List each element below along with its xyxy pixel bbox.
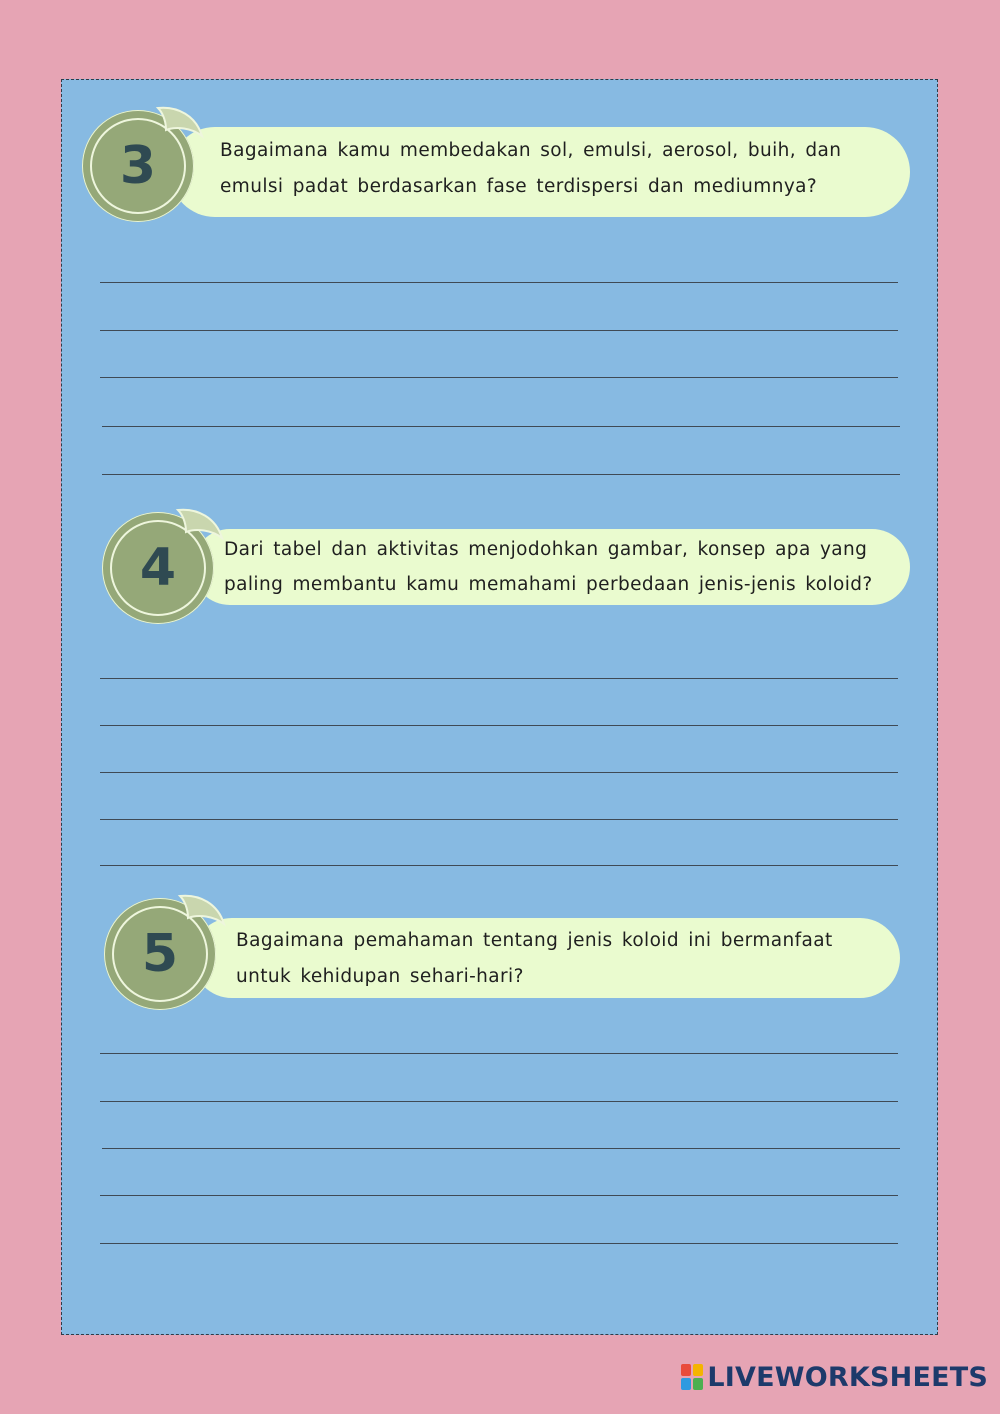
question-line-2: emulsi padat berdasarkan fase terdispersi dan mediumnya? xyxy=(220,176,818,197)
question-number: 4 xyxy=(139,538,177,598)
liveworksheets-logo-icon xyxy=(681,1364,703,1390)
liveworksheets-brand[interactable] xyxy=(681,1360,988,1394)
answer-line-4[interactable] xyxy=(102,426,900,427)
answer-line-3[interactable] xyxy=(100,772,898,773)
question-line-2: untuk kehidupan sehari-hari? xyxy=(236,966,524,987)
answer-line-2[interactable] xyxy=(100,725,898,726)
question-text xyxy=(224,532,914,602)
question-text xyxy=(236,923,896,995)
page-curl-icon xyxy=(152,106,204,150)
answer-line-5[interactable] xyxy=(102,474,900,475)
question-number-badge xyxy=(104,898,216,1010)
question-number-badge xyxy=(102,512,214,624)
answer-line-3[interactable] xyxy=(102,1148,900,1149)
question-line-2: paling membantu kamu memahami perbedaan jenis-jenis koloid? xyxy=(224,574,873,595)
answer-line-2[interactable] xyxy=(100,330,898,331)
brand-wordmark: LIVEWORKSHEETS xyxy=(707,1361,988,1393)
question-number-badge xyxy=(82,110,194,222)
question-line-1: Bagaimana pemahaman tentang jenis koloid ini bermanfaat xyxy=(236,930,833,951)
answer-line-1[interactable] xyxy=(100,678,898,679)
answer-line-5[interactable] xyxy=(100,1243,898,1244)
page-curl-icon xyxy=(174,894,226,938)
answer-line-3[interactable] xyxy=(100,377,898,378)
worksheet-sheet xyxy=(61,79,938,1335)
question-number: 5 xyxy=(141,924,179,984)
answer-line-4[interactable] xyxy=(100,1195,898,1196)
answer-line-4[interactable] xyxy=(100,819,898,820)
question-line-1: Dari tabel dan aktivitas menjodohkan gambar, konsep apa yang xyxy=(224,539,868,560)
page-curl-icon xyxy=(172,508,224,552)
answer-line-5[interactable] xyxy=(100,865,898,866)
question-number: 3 xyxy=(119,136,157,196)
answer-line-2[interactable] xyxy=(100,1101,898,1102)
question-text xyxy=(220,133,880,205)
question-line-1: Bagaimana kamu membedakan sol, emulsi, aerosol, buih, dan xyxy=(220,140,842,161)
answer-line-1[interactable] xyxy=(100,282,898,283)
answer-line-1[interactable] xyxy=(100,1053,898,1054)
